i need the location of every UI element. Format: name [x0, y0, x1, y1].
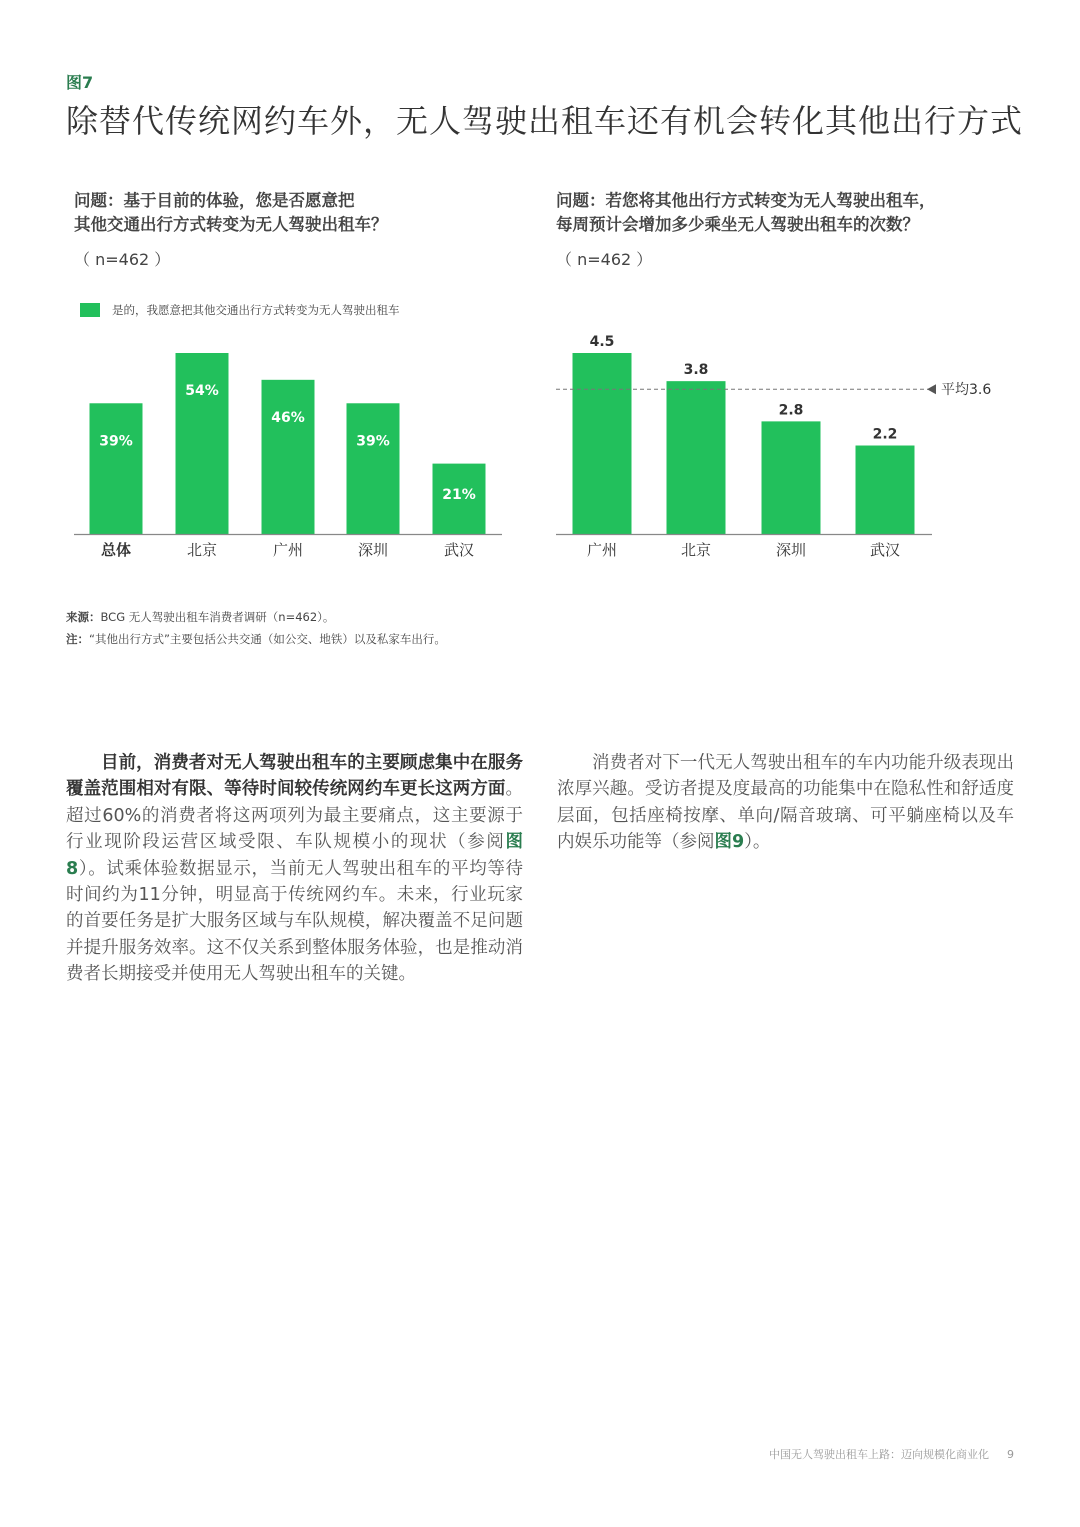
bar-value-label: 46%: [271, 409, 305, 426]
category-label: 总体: [100, 541, 132, 559]
note-text: “其他出行方式”主要包括公共交通（如公交、地铁）以及私家车出行。: [89, 632, 446, 646]
legend-label: 是的，我愿意把其他交通出行方式转变为无人驾驶出租车: [112, 303, 400, 317]
bar-value-label: 54%: [185, 383, 219, 399]
page-number: 9: [1007, 1448, 1014, 1461]
left-paragraph-bold: 目前，消费者对无人驾驶出租车的主要顾虑集中在服务覆盖范围相对有限、等待时间较传统网约车更长这两方面: [66, 753, 523, 800]
page-footer: [769, 1446, 1014, 1462]
footnote: [66, 628, 446, 650]
source-text: BCG 无人驾驶出租车消费者调研（n=462）。: [100, 610, 335, 624]
source-label: 来源：: [66, 610, 101, 624]
average-marker-icon: [927, 384, 936, 394]
left-question-line1: 问题：基于目前的体验，您是否愿意把: [74, 191, 355, 210]
figure9-link[interactable]: 图9: [714, 832, 745, 853]
left-paragraph: [66, 750, 523, 988]
category-label: 北京: [680, 541, 712, 559]
bar-广州: [573, 353, 632, 534]
category-label: 广州: [272, 541, 304, 559]
bar-value-label: 39%: [356, 433, 390, 450]
category-label: 深圳: [775, 541, 807, 559]
right-sample-size: （ n=462 ）: [556, 250, 653, 269]
right-paragraph-text2: ）。: [744, 832, 771, 853]
category-label: 武汉: [443, 541, 475, 559]
source-note: [66, 606, 446, 628]
right-question-line1: 问题：若您将其他出行方式转变为无人驾驶出租车，: [556, 191, 936, 210]
left-sample-size: （ n=462 ）: [74, 250, 171, 269]
note-label: 注：: [66, 632, 89, 646]
category-label: 广州: [586, 541, 618, 559]
bar-北京: [667, 381, 726, 534]
left-paragraph-text1: 。超过60%的消费者将这两项列为最主要痛点，这主要源于行业现阶段运营区域受限、车队规模小的现状（参阅: [66, 779, 523, 853]
footer-title: 中国无人驾驶出租车上路：迈向规模化商业化: [769, 1448, 989, 1461]
left-question-line2: 其他交通出行方式转变为无人驾驶出租车？: [74, 215, 388, 234]
bar-value-label: 4.5: [589, 334, 615, 350]
category-label: 北京: [186, 541, 218, 559]
bar-value-label: 2.2: [872, 426, 898, 443]
chart-notes: [66, 606, 446, 650]
figure-label: 图7: [66, 73, 94, 92]
bar-value-label: 2.8: [778, 402, 804, 419]
category-label: 深圳: [357, 541, 389, 559]
right-question-line2: 每周预计会增加多少乘坐无人驾驶出租车的次数？: [556, 215, 919, 234]
right-paragraph-text1: 消费者对下一代无人驾驶出租车的车内功能升级表现出浓厚兴趣。受访者提及度最高的功能集中在隐私性和舒适度层面，包括座椅按摩、单向/隔音玻璃、可平躺座椅以及车内娱乐功能等（参阅: [557, 753, 1014, 853]
left-paragraph-text2: ）。试乘体验数据显示，当前无人驾驶出租车的平均等待时间约为11分钟，明显高于传统网约车。未来，行业玩家的首要任务是扩大服务区域与车队规模，解决覆盖不足问题并提升服务效率。这不仅关系到整体服务体验，也是推动消费者长期接受并使用无人驾驶出租车的关键。: [66, 858, 523, 985]
bar-武汉: [856, 446, 915, 534]
figure-title: 除替代传统网约车外，无人驾驶出租车还有机会转化其他出行方式: [66, 102, 1024, 140]
right-bar-chart: [0, 0, 1080, 600]
right-paragraph: [557, 750, 1014, 856]
figure8-link[interactable]: 图8: [66, 832, 523, 879]
bar-深圳: [762, 421, 821, 534]
category-label: 武汉: [869, 541, 901, 559]
average-label: 平均3.6: [941, 382, 992, 399]
bar-value-label: 39%: [99, 433, 133, 450]
bar-value-label: 21%: [442, 486, 476, 503]
bar-value-label: 3.8: [683, 362, 709, 379]
